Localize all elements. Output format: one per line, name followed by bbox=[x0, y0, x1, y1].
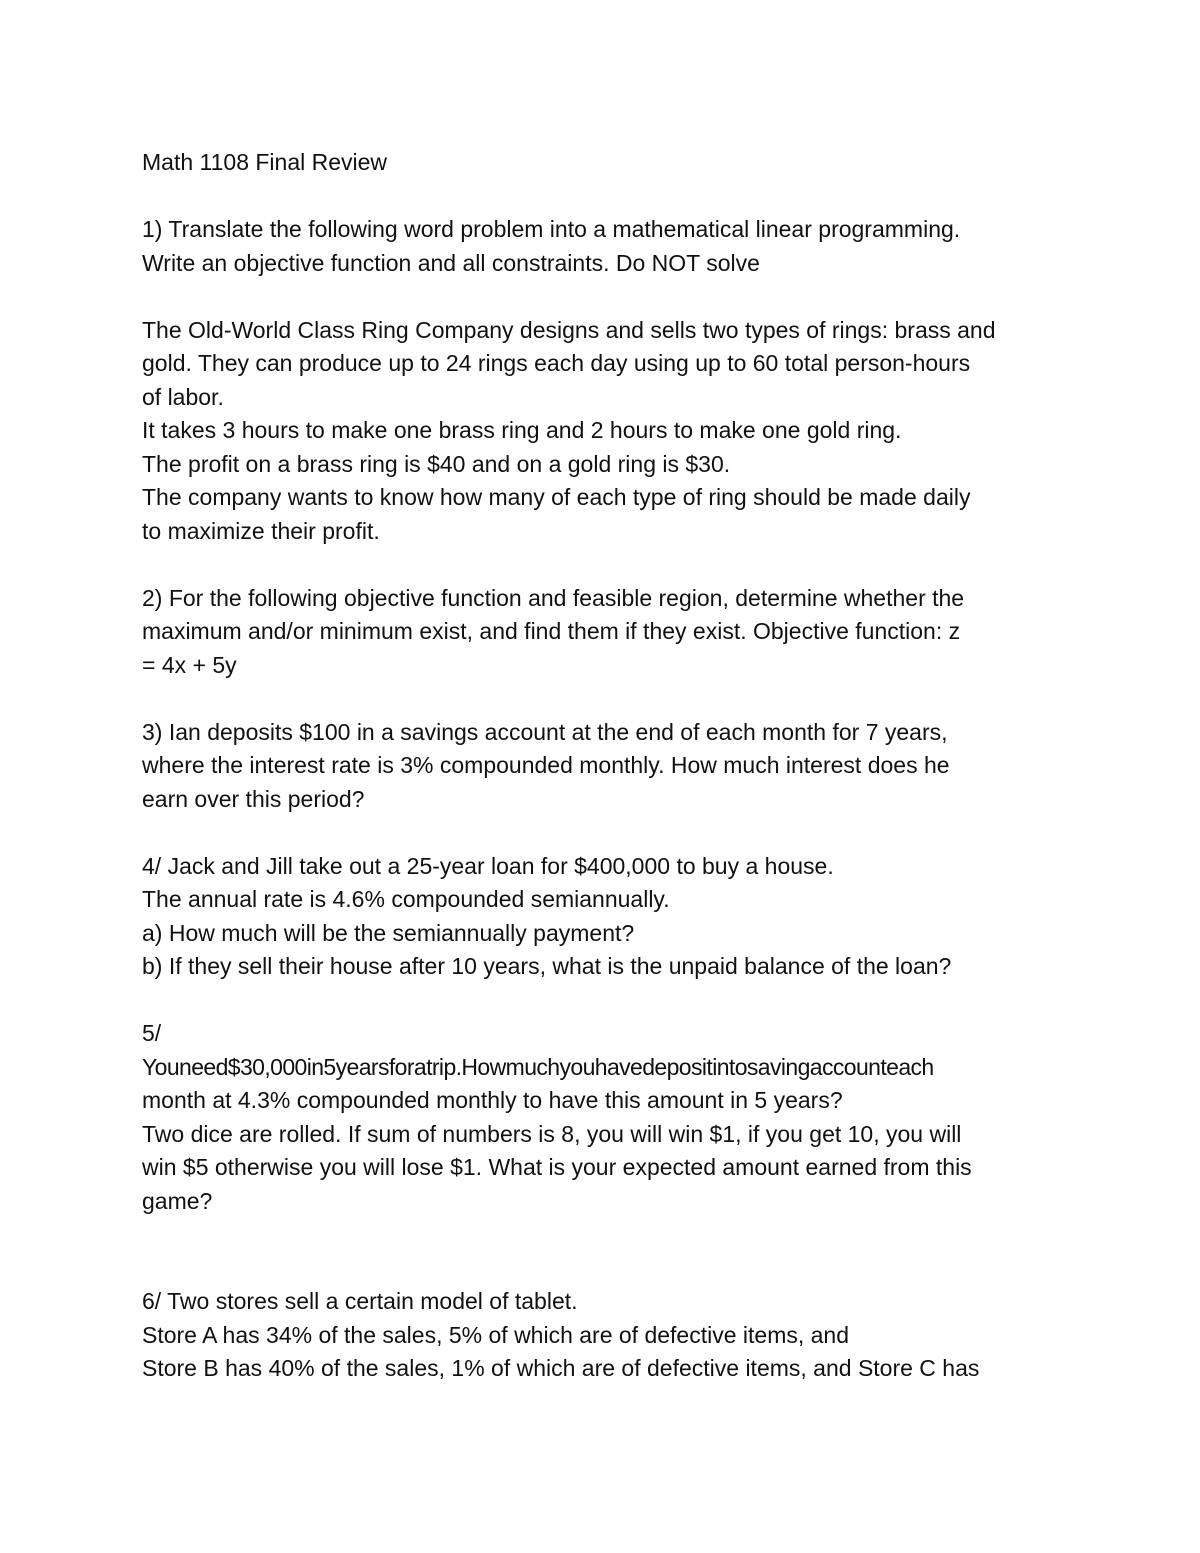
question-5-line-6: game? bbox=[142, 1187, 213, 1214]
question-2-line-1: 2) For the following objective function and feasible region, determine whether the bbox=[142, 584, 965, 611]
question-6-line-2: Store A has 34% of the sales, 5% of which are of defective items, and bbox=[142, 1321, 850, 1348]
question-5-line-5: win $5 otherwise you will lose $1. What is your expected amount earned from this bbox=[142, 1154, 972, 1180]
question-3-line-2: where the interest rate is 3% compounded monthly. How much interest does he bbox=[142, 752, 950, 778]
document-title: Math 1108 Final Review bbox=[142, 149, 388, 175]
spacer bbox=[142, 280, 1072, 314]
question-5-line-1: 5/ bbox=[142, 1020, 162, 1046]
question-2-line-2: maximum and/or minimum exist, and find them if they exist. Objective function: z bbox=[142, 618, 961, 644]
question-4-line-4: b) If they sell their house after 10 years, what is the unpaid balance of the loan? bbox=[142, 953, 952, 979]
question-1-problem-line-4: It takes 3 hours to make one brass ring and 2 hours to make one gold ring. bbox=[142, 417, 902, 443]
question-3-line-1: 3) Ian deposits $100 in a savings account at the end of each month for 7 years, bbox=[142, 718, 948, 745]
question-1-problem-line-2: gold. They can produce up to 24 rings each day using up to 60 total person-hours bbox=[142, 350, 971, 376]
question-1-problem-line-6: The company wants to know how many of each type of ring should be made daily bbox=[142, 484, 971, 510]
question-5-line-4: Two dice are rolled. If sum of numbers is 8, you will win $1, if you get 10, you will bbox=[142, 1120, 962, 1147]
question-1-line-1: 1) Translate the following word problem into a mathematical linear programming. bbox=[142, 216, 961, 242]
question-3-line-3: earn over this period? bbox=[142, 785, 365, 812]
question-4-line-3: a) How much will be the semiannually payment? bbox=[142, 919, 635, 946]
question-1-problem-line-7: to maximize their profit. bbox=[142, 517, 380, 544]
question-6-line-3: Store B has 40% of the sales, 1% of which are of defective items, and Store C has bbox=[142, 1355, 980, 1381]
document-body bbox=[142, 146, 1072, 1386]
question-2-line-3: = 4x + 5y bbox=[142, 651, 237, 678]
question-4-line-2: The annual rate is 4.6% compounded semiannually. bbox=[142, 886, 670, 912]
question-1-problem-line-3: of labor. bbox=[142, 383, 224, 410]
question-5-line-2: Youneed$30,000in5yearsforatrip.Howmuchyouhavedepositintosavingaccounteach bbox=[142, 1053, 934, 1080]
spacer bbox=[142, 548, 1072, 582]
spacer bbox=[142, 816, 1072, 850]
spacer bbox=[142, 984, 1072, 1018]
question-5-line-3: month at 4.3% compounded monthly to have this amount in 5 years? bbox=[142, 1087, 843, 1113]
question-4-line-1: 4/ Jack and Jill take out a 25-year loan for $400,000 to buy a house. bbox=[142, 852, 834, 879]
question-1-problem-line-5: The profit on a brass ring is $40 and on a gold ring is $30. bbox=[142, 450, 731, 477]
question-6-line-1: 6/ Two stores sell a certain model of tablet. bbox=[142, 1288, 578, 1314]
spacer bbox=[142, 1218, 1072, 1285]
question-1-problem-line-1: The Old-World Class Ring Company designs and sells two types of rings: brass and bbox=[142, 316, 996, 343]
question-1-line-2: Write an objective function and all constraints. Do NOT solve bbox=[142, 249, 760, 276]
spacer bbox=[142, 180, 1072, 214]
spacer bbox=[142, 682, 1072, 716]
